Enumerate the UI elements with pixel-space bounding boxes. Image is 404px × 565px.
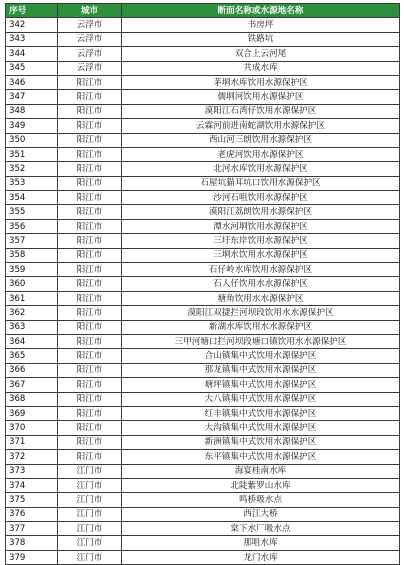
cell-site-name: 石屋坑猫耳坑口饮用水源保护区 xyxy=(122,176,400,190)
cell-index: 350 xyxy=(6,133,58,147)
cell-city: 阳江市 xyxy=(58,450,122,464)
table-row xyxy=(6,450,400,464)
cell-city: 阳江市 xyxy=(58,363,122,377)
cell-city: 阳江市 xyxy=(58,435,122,449)
cell-site-name: 塘坪镇集中式饮用水源保护区 xyxy=(122,378,400,392)
cell-site-name: 漠阳江荔朗饮用水源保护区 xyxy=(122,205,400,219)
cell-index: 373 xyxy=(6,464,58,478)
cell-index: 377 xyxy=(6,522,58,536)
cell-site-name: 漠阳江石湾仔饮用水源保护区 xyxy=(122,104,400,118)
cell-index: 364 xyxy=(6,334,58,348)
cell-site-name: 那龙镇集中式饮用水源保护区 xyxy=(122,363,400,377)
table-row xyxy=(6,248,400,262)
table-row xyxy=(6,550,400,564)
cell-city: 阳江市 xyxy=(58,306,122,320)
table-row xyxy=(6,435,400,449)
cell-index: 346 xyxy=(6,75,58,89)
cell-index: 349 xyxy=(6,119,58,133)
cell-site-name: 大沟镇集中式饮用水源保护区 xyxy=(122,421,400,435)
cell-index: 371 xyxy=(6,435,58,449)
cell-index: 374 xyxy=(6,478,58,492)
cell-city: 阳江市 xyxy=(58,263,122,277)
cell-city: 云浮市 xyxy=(58,18,122,32)
cell-index: 370 xyxy=(6,421,58,435)
cell-index: 369 xyxy=(6,406,58,420)
cell-site-name: 北陡紫罗山水库 xyxy=(122,478,400,492)
cell-city: 阳江市 xyxy=(58,90,122,104)
table-row xyxy=(6,75,400,89)
table-row xyxy=(6,277,400,291)
cell-city: 云浮市 xyxy=(58,32,122,46)
cell-city: 阳江市 xyxy=(58,191,122,205)
cell-index: 357 xyxy=(6,234,58,248)
table-row xyxy=(6,205,400,219)
cell-index: 362 xyxy=(6,306,58,320)
cell-index: 375 xyxy=(6,493,58,507)
cell-site-name: 龙门水库 xyxy=(122,550,400,564)
cell-city: 阳江市 xyxy=(58,234,122,248)
cell-index: 376 xyxy=(6,507,58,521)
cell-site-name: 北河水库饮用水源保护区 xyxy=(122,162,400,176)
cell-index: 378 xyxy=(6,536,58,550)
cell-site-name: 三圩东岸饮用水源保护区 xyxy=(122,234,400,248)
cell-index: 365 xyxy=(6,349,58,363)
table-row xyxy=(6,363,400,377)
cell-site-name: 海宴桂南水库 xyxy=(122,464,400,478)
table-row xyxy=(6,133,400,147)
table-row xyxy=(6,234,400,248)
header-city: 城市 xyxy=(58,4,122,18)
cell-site-name: 双合上云河尾 xyxy=(122,47,400,61)
cell-index: 356 xyxy=(6,219,58,233)
table-row xyxy=(6,507,400,521)
cell-site-name: 共成水库 xyxy=(122,61,400,75)
cell-site-name: 塘角饮用水水源保护区 xyxy=(122,291,400,305)
cell-site-name: 西江大桥 xyxy=(122,507,400,521)
cell-index: 344 xyxy=(6,47,58,61)
cell-city: 阳江市 xyxy=(58,421,122,435)
cell-city: 阳江市 xyxy=(58,406,122,420)
table-row xyxy=(6,334,400,348)
header-index: 序号 xyxy=(6,4,58,18)
table-row xyxy=(6,306,400,320)
table-row xyxy=(6,32,400,46)
table-row xyxy=(6,493,400,507)
cell-index: 363 xyxy=(6,320,58,334)
cell-site-name: 西山河三朗饮用水源保护区 xyxy=(122,133,400,147)
cell-site-name: 石人仔饮用水水源保护区 xyxy=(122,277,400,291)
cell-site-name: 那咀水库 xyxy=(122,536,400,550)
table-row xyxy=(6,191,400,205)
cell-city: 江门市 xyxy=(58,464,122,478)
table-row xyxy=(6,522,400,536)
cell-city: 阳江市 xyxy=(58,378,122,392)
table-row xyxy=(6,349,400,363)
cell-site-name: 儒垌河饮用水源保护区 xyxy=(122,90,400,104)
table-body xyxy=(6,18,400,565)
cell-city: 阳江市 xyxy=(58,392,122,406)
cell-city: 阳江市 xyxy=(58,119,122,133)
cell-city: 阳江市 xyxy=(58,205,122,219)
cell-site-name: 书房坪 xyxy=(122,18,400,32)
cell-site-name: 沙河石咀饮用水源保护区 xyxy=(122,191,400,205)
cell-site-name: 云霖河前进南蛇湖饮用水源保护区 xyxy=(122,119,400,133)
cell-index: 343 xyxy=(6,32,58,46)
cell-index: 368 xyxy=(6,392,58,406)
table-row xyxy=(6,176,400,190)
cell-city: 阳江市 xyxy=(58,176,122,190)
cell-site-name: 漠阳江双捷拦河坝段饮用水水源保护区 xyxy=(122,306,400,320)
table-row xyxy=(6,119,400,133)
cell-site-name: 红丰镇集中式饮用水源保护区 xyxy=(122,406,400,420)
cell-index: 359 xyxy=(6,263,58,277)
cell-site-name: 茅垌水库饮用水源保护区 xyxy=(122,75,400,89)
table-row xyxy=(6,18,400,32)
cell-site-name: 石仔岭水库饮用水源保护区 xyxy=(122,263,400,277)
cell-city: 阳江市 xyxy=(58,277,122,291)
table-row xyxy=(6,536,400,550)
table-row xyxy=(6,291,400,305)
cell-index: 358 xyxy=(6,248,58,262)
cell-city: 阳江市 xyxy=(58,291,122,305)
cell-index: 372 xyxy=(6,450,58,464)
table-row xyxy=(6,392,400,406)
cell-city: 云浮市 xyxy=(58,47,122,61)
cell-index: 361 xyxy=(6,291,58,305)
cell-city: 阳江市 xyxy=(58,147,122,161)
cell-city: 江门市 xyxy=(58,522,122,536)
table-row xyxy=(6,147,400,161)
cell-city: 江门市 xyxy=(58,478,122,492)
cell-city: 江门市 xyxy=(58,536,122,550)
cell-site-name: 三垌水饮用水水源保护区 xyxy=(122,248,400,262)
table-row xyxy=(6,61,400,75)
cell-city: 阳江市 xyxy=(58,248,122,262)
table-row xyxy=(6,162,400,176)
cell-index: 366 xyxy=(6,363,58,377)
cell-site-name: 大八镇集中式饮用水源保护区 xyxy=(122,392,400,406)
cell-site-name: 新洲镇集中式饮用水源保护区 xyxy=(122,435,400,449)
cell-index: 342 xyxy=(6,18,58,32)
header-site-name: 断面名称或水源地名称 xyxy=(122,4,400,18)
cell-index: 345 xyxy=(6,61,58,75)
table-row xyxy=(6,406,400,420)
cell-city: 阳江市 xyxy=(58,104,122,118)
table-row xyxy=(6,263,400,277)
cell-site-name: 新湖水库饮用水水源保护区 xyxy=(122,320,400,334)
cell-site-name: 潭水河垌饮用水源保护区 xyxy=(122,219,400,233)
cell-index: 379 xyxy=(6,550,58,564)
cell-index: 360 xyxy=(6,277,58,291)
cell-city: 阳江市 xyxy=(58,133,122,147)
cell-site-name: 三甲河塘口拦河坝段塘口镇饮用水水源保护区 xyxy=(122,334,400,348)
cell-city: 阳江市 xyxy=(58,219,122,233)
cell-site-name: 铁路坑 xyxy=(122,32,400,46)
cell-index: 347 xyxy=(6,90,58,104)
cell-city: 阳江市 xyxy=(58,320,122,334)
cell-site-name: 合山镇集中式饮用水源保护区 xyxy=(122,349,400,363)
cell-index: 367 xyxy=(6,378,58,392)
cell-site-name: 棠下水厂吸水点 xyxy=(122,522,400,536)
cell-city: 江门市 xyxy=(58,550,122,564)
cell-index: 352 xyxy=(6,162,58,176)
cell-site-name: 鸣桥吸水点 xyxy=(122,493,400,507)
table-row xyxy=(6,478,400,492)
cell-city: 阳江市 xyxy=(58,75,122,89)
table-row xyxy=(6,90,400,104)
cell-site-name: 老虎河饮用水源保护区 xyxy=(122,147,400,161)
table-row xyxy=(6,219,400,233)
cell-index: 354 xyxy=(6,191,58,205)
cell-city: 阳江市 xyxy=(58,334,122,348)
table-row xyxy=(6,464,400,478)
water-source-table xyxy=(5,3,400,565)
table-row xyxy=(6,378,400,392)
table-row xyxy=(6,104,400,118)
cell-index: 355 xyxy=(6,205,58,219)
table-row xyxy=(6,320,400,334)
table-header-row xyxy=(6,4,400,18)
table-row xyxy=(6,47,400,61)
cell-city: 阳江市 xyxy=(58,162,122,176)
cell-city: 江门市 xyxy=(58,493,122,507)
cell-index: 351 xyxy=(6,147,58,161)
cell-site-name: 东平镇集中式饮用水源保护区 xyxy=(122,450,400,464)
cell-index: 348 xyxy=(6,104,58,118)
cell-city: 云浮市 xyxy=(58,61,122,75)
table-row xyxy=(6,421,400,435)
cell-index: 353 xyxy=(6,176,58,190)
cell-city: 阳江市 xyxy=(58,349,122,363)
cell-city: 江门市 xyxy=(58,507,122,521)
